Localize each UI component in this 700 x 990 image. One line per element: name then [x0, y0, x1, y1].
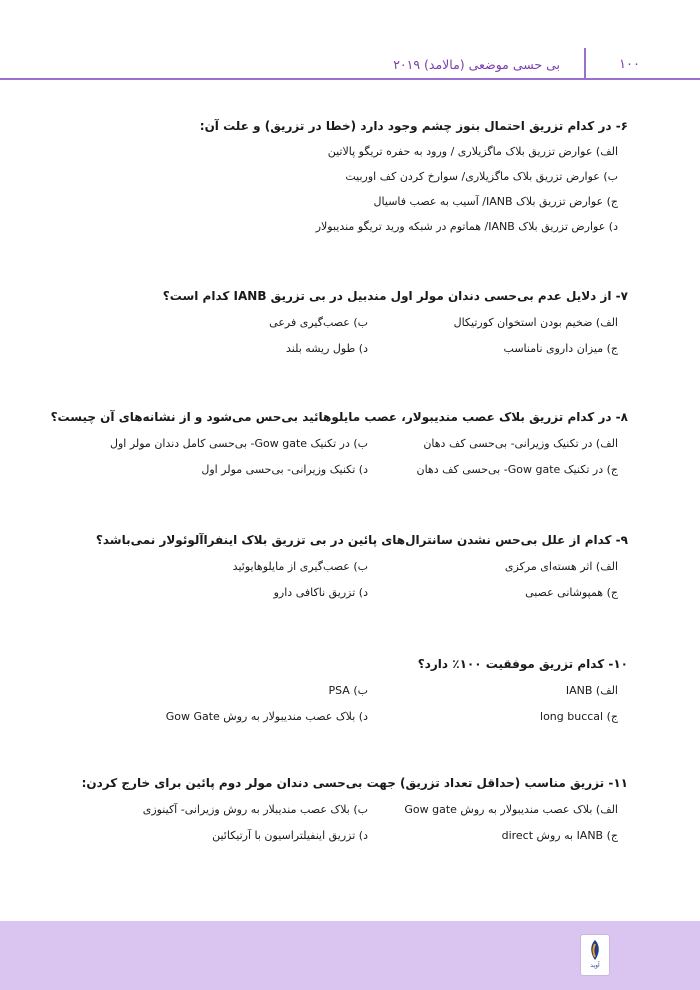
question-title: ۶- در کدام تزریق احتمال بنوز چشم وجود دارد (خطا در تزریق) و علت آن:: [199, 119, 628, 133]
option-b: ب) بلاک عصب مندیبلار به روش وزیرانی- آکینوزی: [142, 803, 368, 816]
option-b: ب) عصب‌گیری فرعی: [269, 316, 368, 329]
question-10: [100, 656, 628, 724]
option-c: ج) همپوشانی عصبی: [525, 586, 618, 599]
question-8: [50, 409, 628, 477]
option-d: د) تزریق اینفیلتراسیون با آرتیکائین: [212, 829, 368, 842]
question-title: ۸- در کدام تزریق بلاک عصب مندیبولار، عصب مایلوهائید بی‌حس می‌شود و از نشانه‌های آن چیست؟: [50, 410, 628, 424]
option-a: الف) IANB: [565, 684, 618, 697]
question-title: ۱۰- کدام تزریق موفقیت ۱۰۰٪ دارد؟: [417, 657, 628, 671]
question-11: [81, 775, 628, 843]
option-b: ب) PSA: [328, 684, 368, 697]
question-9: [95, 532, 628, 600]
option-b: ب) عوارض تزریق بلاک ماگزیلاری/ سوارخ کردن کف اوربیت: [345, 170, 618, 183]
option-c: ج) IANB به روش direct: [501, 829, 618, 842]
option-d: د) طول ریشه بلند: [286, 342, 368, 355]
publisher-logo: [580, 934, 610, 976]
question-6: [100, 118, 628, 234]
question-title: ۹- کدام از علل بی‌حس نشدن سانترال‌های پائین در بی تزریق بلاک اینفراآلوئولار نمی‌باشد؟: [95, 533, 628, 547]
option-b: ب) در تکنیک Gow gate- بی‌حسی کامل دندان مولر اول: [109, 437, 368, 450]
option-d: د) عوارض تزریق بلاک IANB/ هماتوم در شبکه ورید تریگو مندیبولار: [315, 220, 618, 233]
option-d: د) تکنیک وزیرانی- بی‌حسی مولر اول: [201, 463, 368, 476]
option-c: ج) در تکنیک Gow gate- بی‌حسی کف دهان: [416, 463, 618, 476]
header-divider: [584, 48, 586, 80]
running-header-title: بی حسی موضعی (مالامد) ۲۰۱۹: [393, 57, 560, 72]
option-c: ج) عوارض تزریق بلاک IANB/ آسیب به عصب فاسیال: [373, 195, 618, 208]
option-d: د) بلاک عصب مندیبولار به روش Gow Gate: [165, 710, 368, 723]
option-a: الف) ضخیم بودن استخوان کورتیکال: [453, 316, 618, 329]
question-7: [100, 288, 628, 356]
option-a: الف) عوارض تزریق بلاک ماگزیلاری / ورود به حفره تریگو پالاتین: [327, 145, 618, 158]
avid-logo-icon: [587, 939, 603, 961]
question-title: ۱۱- تزریق مناسب (حداقل تعداد تزریق) جهت بی‌حسی دندان مولر دوم پائین برای خارج کردن:: [81, 776, 628, 790]
option-a: الف) بلاک عصب مندیبولار به روش Gow gate: [404, 803, 618, 816]
option-c: ج) میزان داروی نامناسب: [503, 342, 618, 355]
header-rule: [0, 78, 700, 80]
option-b: ب) عصب‌گیری از مایلوهایوئید: [232, 560, 368, 573]
logo-text: آوید: [590, 962, 600, 969]
option-c: ج) long buccal: [540, 710, 618, 723]
option-a: الف) در تکنیک وزیرانی- بی‌حسی کف دهان: [423, 437, 618, 450]
option-a: الف) اثر هسته‌ای مرکزی: [504, 560, 618, 573]
option-d: د) تزریق ناکافی دارو: [273, 586, 368, 599]
page-number: ۱۰۰: [619, 57, 640, 72]
question-title: ۷- از دلایل عدم بی‌حسی دندان مولر اول مندبیل در بی تزریق IANB کدام است؟: [162, 289, 628, 303]
